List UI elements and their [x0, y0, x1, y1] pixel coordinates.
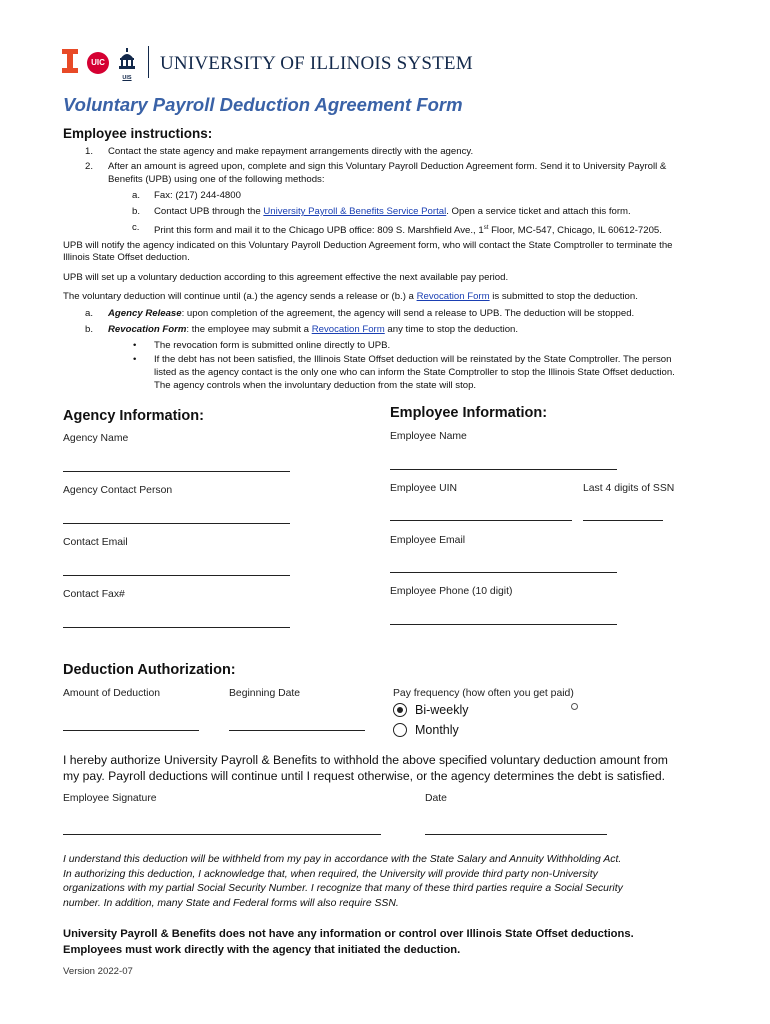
instructions-list: 1. Contact the state agency and make repayment arrangements directly with the agency. 2. After an amount is agreed upon, complete and sign this Voluntary Payroll Deduction Agreement form. Send it to University Payroll & Benefits (UPB) using one of the following methods: a. Fax: (217) 244-4800 b. Contact UPB through the University Payroll & Benefits Service Portal. Open a service ticket and attach this form. c. Print this form and mail it to the Chicago UPB office: 809 S. Marshfield Ave., 1st Floor, MC-547, Chicago, IL 60612-7205.	[85, 146, 667, 237]
system-name: UNIVERSITY OF ILLINOIS SYSTEM	[160, 53, 473, 74]
beginning-date-label: Beginning Date	[229, 688, 301, 699]
upb-service-portal-link[interactable]: University Payroll & Benefits Service Portal	[263, 206, 447, 217]
logo-bar	[60, 44, 500, 80]
employee-info-heading: Employee Information:	[390, 405, 548, 421]
amount-label: Amount of Deduction	[63, 688, 161, 699]
authorization-statement: I hereby authorize University Payroll & Benefits to withhold the above specified voluntary deduction amount from my pay. Payroll deductions will continue until I request otherwise, or the agency determines the debt is satisfied.	[63, 753, 668, 783]
employee-phone-field[interactable]	[390, 624, 617, 625]
logo-divider	[148, 46, 149, 78]
release-options-list: a. Agency Release: upon completion of the agreement, the agency will send a release to UPB. The deduction will be stopped. b. Revocation Form: the employee may submit a Revocation Form any time to stop the deduction. • The revocation form is submitted online directly to UPB. • If the debt has not been satisfied, the Illinois State Offset deduction will be reinstated by the State Comptroller. The person listed as the agency contact is the only one who can inform the State Comptroller to stop the Illinois State Offset deduction. The agency controls when the involuntary deduction from the state will stop.	[85, 308, 675, 391]
illinois-block-i-logo	[62, 49, 78, 73]
pay-frequency-label: Pay frequency (how often you get paid)	[393, 688, 574, 699]
employee-email-label: Employee Email	[390, 535, 466, 546]
upb-setup-paragraph: UPB will set up a voluntary deduction according to this agreement effective the next available pay period.	[63, 272, 509, 283]
revocation-form-link[interactable]: Revocation Form	[416, 291, 490, 302]
biweekly-radio[interactable]	[393, 703, 407, 717]
monthly-label: Monthly	[415, 723, 459, 737]
uis-logo: UIS	[118, 48, 136, 78]
employee-uin-label: Employee UIN	[390, 483, 457, 494]
signature-label: Employee Signature	[63, 793, 157, 804]
withholding-notice: I understand this deduction will be withheld from my pay in accordance with the State Salary and Annuity Withholding Act. In authorizing this deduction, I acknowledge that, when required, the University will provide third party non-University organizations with my partial Social Security Number. I recognize that many of these third parties require a Social Security number. In addition, many State and Federal forms will also require SSN.	[63, 854, 623, 909]
agency-name-field[interactable]	[63, 471, 290, 472]
revocation-form-link-2[interactable]: Revocation Form	[311, 324, 385, 335]
amount-field[interactable]	[63, 730, 199, 731]
agency-name-label: Agency Name	[63, 433, 129, 444]
state-offset-notice: University Payroll & Benefits does not have any information or control over Illinois State Offset deductions. Employees must work directly with the agency that initiated the deduction.	[63, 928, 634, 956]
ssn-field[interactable]	[583, 520, 663, 521]
instructions-heading: Employee instructions:	[63, 126, 213, 141]
agency-contact-label: Agency Contact Person	[63, 485, 173, 496]
version-label: Version 2022-07	[63, 966, 133, 977]
contact-email-label: Contact Email	[63, 537, 128, 548]
pay-frequency-small-icon	[571, 703, 578, 710]
page-title: Voluntary Payroll Deduction Agreement Form	[63, 94, 463, 115]
contact-fax-field[interactable]	[63, 627, 290, 628]
deduction-heading: Deduction Authorization:	[63, 662, 236, 678]
employee-phone-label: Employee Phone (10 digit)	[390, 586, 513, 597]
agency-contact-field[interactable]	[63, 523, 290, 524]
employee-email-field[interactable]	[390, 572, 617, 573]
upb-notify-paragraph: UPB will notify the agency indicated on this Voluntary Payroll Deduction Agreement form, who will contact the State Comptroller to terminate the Illinois State Offset deduction.	[63, 240, 673, 263]
employee-name-label: Employee Name	[390, 431, 467, 442]
ssn-label: Last 4 digits of SSN	[583, 483, 675, 494]
employee-uin-field[interactable]	[390, 520, 572, 521]
contact-fax-label: Contact Fax#	[63, 589, 125, 600]
contact-email-field[interactable]	[63, 575, 290, 576]
agency-info-heading: Agency Information:	[63, 408, 204, 424]
employee-name-field[interactable]	[390, 469, 617, 470]
date-label: Date	[425, 793, 447, 804]
biweekly-label: Bi-weekly	[415, 703, 469, 717]
signature-field[interactable]	[63, 834, 381, 835]
deduction-continue-paragraph: The voluntary deduction will continue until (a.) the agency sends a release or (b.) a Revocation Form is submitted to stop the deduction.	[63, 291, 638, 302]
uic-logo: UIC	[87, 52, 109, 74]
monthly-radio[interactable]	[393, 723, 407, 737]
beginning-date-field[interactable]	[229, 730, 365, 731]
date-field[interactable]	[425, 834, 607, 835]
